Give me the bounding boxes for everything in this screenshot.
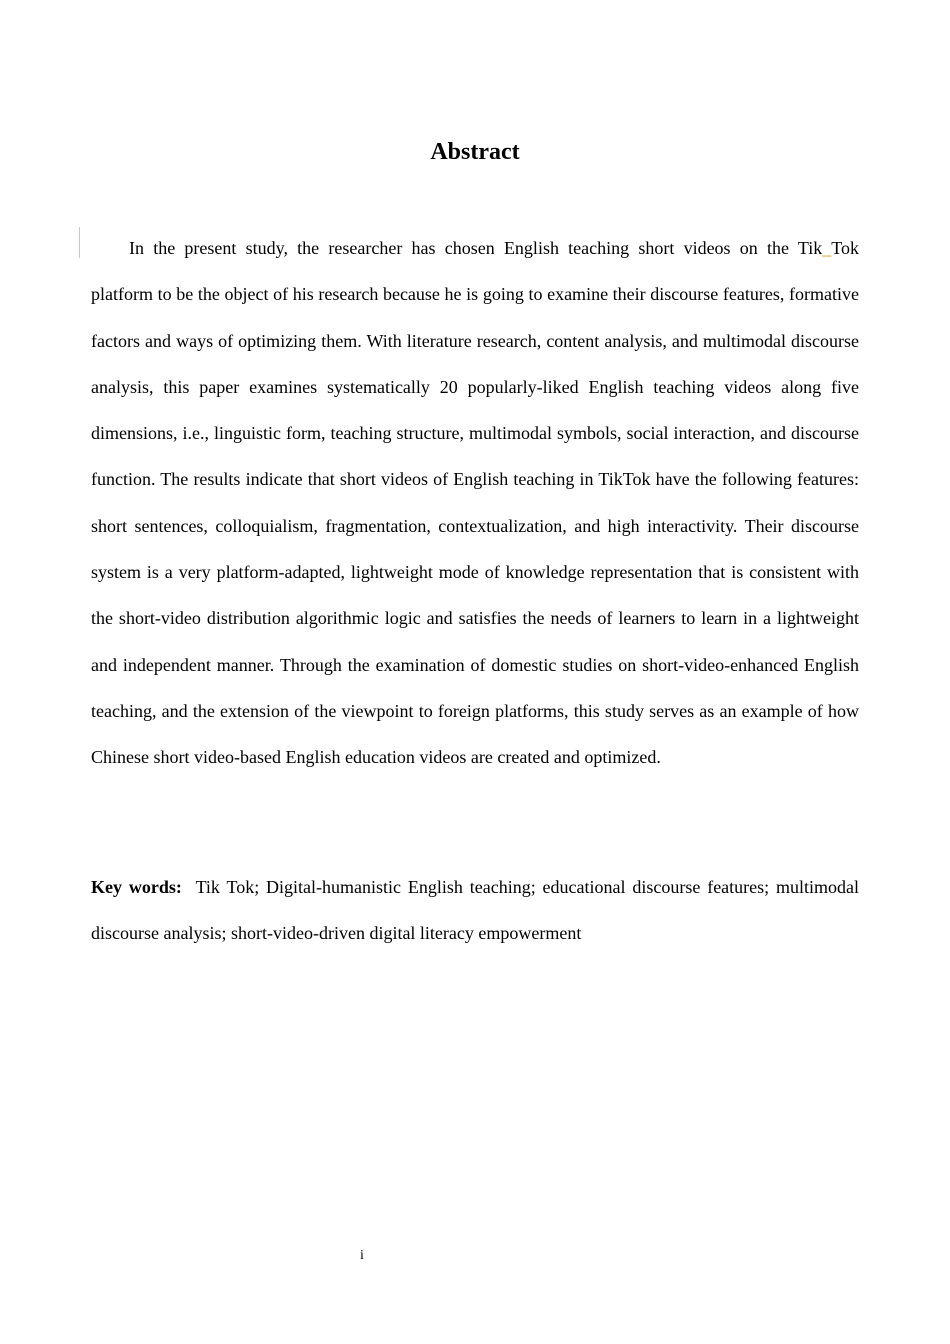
text-cursor-mark: _ (822, 238, 832, 258)
abstract-title: Abstract (430, 139, 520, 165)
abstract-text-start: In the present study, the researcher has chosen English teaching short videos on the Tik (129, 238, 823, 258)
page-number: i (360, 1248, 364, 1263)
keywords-text: Tik Tok; Digital-humanistic English teaching; educational discourse features; multimodal discourse analysis; short-video-driven digital literacy empowerment (91, 877, 860, 944)
keywords-label: Key words: (91, 877, 182, 897)
text-cursor-margin-marker (79, 227, 80, 258)
keywords-paragraph[interactable] (91, 864, 859, 957)
abstract-text-rest: Tok platform to be the object of his research because he is going to examine their discourse features, formative factors and ways of optimizing them. With literature research, content analysis, and multimodal discourse analysis, this paper examines systematically 20 popularly-liked English teaching videos along five dimensions, i.e., linguistic form, teaching structure, multimodal symbols, social interaction, and discourse function. The results indicate that short videos of English teaching in TikTok have the following features: short sentences, colloquialism, fragmentation, contextualization, and high interactivity. Their discourse system is a very platform-adapted, lightweight mode of knowledge representation that is consistent with the short-video distribution algorithmic logic and satisfies the needs of learners to learn in a lightweight and independent manner. Through the examination of domestic studies on short-video-enhanced English teaching, and the extension of the viewpoint to foreign platforms, this study serves as an example of how Chinese short video-based English education videos are created and optimized. (91, 238, 859, 768)
abstract-paragraph[interactable] (91, 225, 859, 781)
